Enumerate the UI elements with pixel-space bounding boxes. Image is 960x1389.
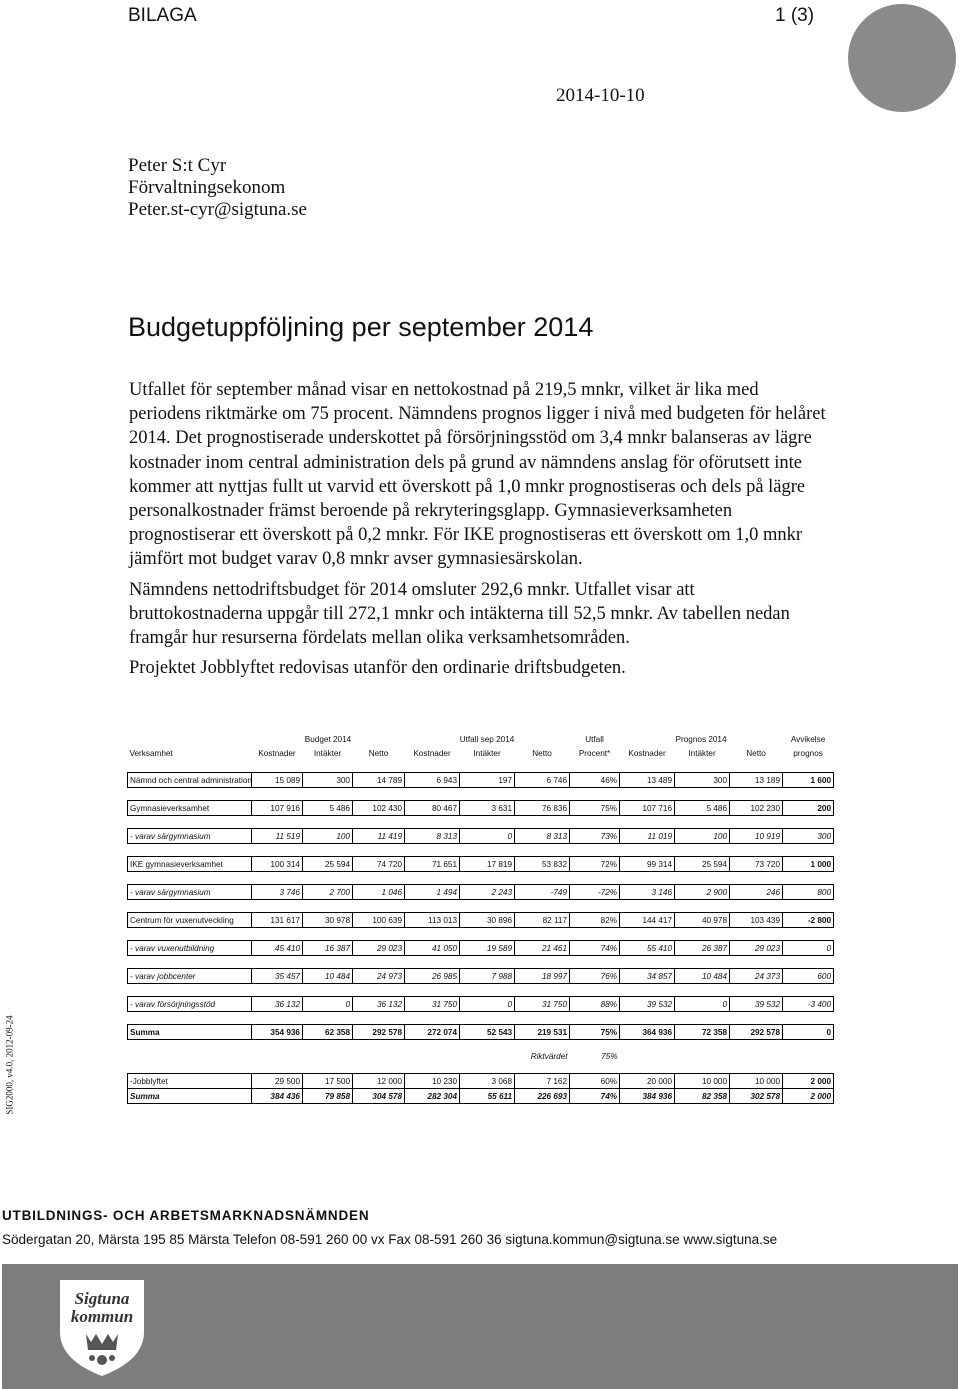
cell-value: 100: [303, 829, 353, 844]
cell-value: 8 313: [515, 829, 570, 844]
cell-value: 103 439: [730, 913, 783, 928]
cell-value: -72%: [570, 885, 620, 900]
cell-value: 10 000: [730, 1074, 783, 1089]
cell-value: 10 000: [675, 1074, 730, 1089]
group-utfall-procent: Utfall: [585, 735, 604, 744]
cell-value: 7 988: [460, 969, 515, 984]
row-label: - varav särgymnasium: [128, 829, 252, 844]
cell-value: 800: [783, 885, 834, 900]
cell-value: 41 050: [405, 941, 460, 956]
cell-value: 82 358: [675, 1089, 730, 1104]
cell-value: 107 916: [252, 801, 303, 816]
cell-value: 73 720: [730, 857, 783, 872]
cell-value: 82%: [570, 913, 620, 928]
cell-value: 75%: [570, 1025, 620, 1040]
cell-value: 36 132: [353, 997, 405, 1012]
cell-value: 300: [675, 773, 730, 788]
cell-value: 12 000: [353, 1074, 405, 1089]
cell-value: 0: [303, 997, 353, 1012]
group-avvikelse: Avvikelse: [790, 735, 826, 744]
cell-value: 292 578: [353, 1025, 405, 1040]
body-paragraph-1: Utfallet för september månad visar en nettokostnad på 219,5 mnkr, vilket är lika med periodens riktmärke om 75 procent. Nämndens prognos ligger i nivå med budgeten för helåret 2014. Det prognostiserade underskottet på försörjningsstöd om 3,4 mnkr balanseras av lägre kostnader inom central administration dels på grund av nämndens anslag för oförutsett inte kommer att nyttjas fullt ut varvid ett överskott på 1,0 mnkr prognostiseras och dels på lägre personalkostnader främst beroende på rekryteringsglapp. Gymnasieverksamheten prognostiserar ett överskott på 0,2 mnkr. För IKE prognostiseras ett överskott om 1,0 mnkr jämfört mot budget varav 0,8 mnkr avser gymnasiesärskolan.: [129, 380, 826, 570]
cell-value: 2 700: [303, 885, 353, 900]
cell-value: 74 720: [353, 857, 405, 872]
cell-value: 300: [783, 829, 834, 844]
cell-value: 100 639: [353, 913, 405, 928]
cell-value: 131 617: [252, 913, 303, 928]
logo-line1: Sigtuna: [74, 1289, 130, 1308]
contact-email[interactable]: Peter.st-cyr@sigtuna.se: [128, 199, 307, 220]
cell-value: 74%: [570, 941, 620, 956]
cell-value: 219 531: [515, 1025, 570, 1040]
row-label: Summa: [128, 1089, 252, 1104]
col-verksamhet: Verksamhet: [129, 748, 173, 758]
cell-value: 1 600: [783, 773, 834, 788]
footer-organisation: UTBILDNINGS- OCH ARBETSMARKNADSNÄMNDEN: [2, 1208, 370, 1223]
table-row: [128, 801, 834, 816]
cell-value: -749: [515, 885, 570, 900]
cell-value: 107 716: [620, 801, 675, 816]
logo-line2: kommun: [70, 1307, 134, 1326]
cell-value: 10 484: [675, 969, 730, 984]
decorative-circle: [848, 4, 956, 112]
cell-value: 99 314: [620, 857, 675, 872]
cell-value: 30 896: [460, 913, 515, 928]
table-row: [128, 773, 834, 788]
cell-value: 26 387: [675, 941, 730, 956]
col-header: Netto: [532, 748, 552, 758]
cell-value: 16 387: [303, 941, 353, 956]
table-row: [128, 829, 834, 844]
footer-address: Södergatan 20, Märsta 195 85 Märsta Telefon 08-591 260 00 vx Fax 08-591 260 36 sigtuna.kommun@sigtuna.se www.sigtuna.se: [2, 1232, 778, 1247]
col-header: Intäkter: [688, 748, 716, 758]
cell-value: 30 978: [303, 913, 353, 928]
cell-value: 10 484: [303, 969, 353, 984]
cell-value: 6 943: [405, 773, 460, 788]
cell-value: 197: [460, 773, 515, 788]
cell-value: 31 750: [405, 997, 460, 1012]
page-title: Budgetuppföljning per september 2014: [128, 312, 594, 342]
cell-value: 384 436: [252, 1089, 303, 1104]
group-budget: Budget 2014: [304, 735, 352, 744]
col-header: Netto: [368, 748, 389, 758]
cell-value: 24 973: [353, 969, 405, 984]
row-label: - varav särgymnasium: [128, 885, 252, 900]
cell-value: 364 936: [620, 1025, 675, 1040]
cell-value: 11 019: [620, 829, 675, 844]
cell-value: 14 789: [353, 773, 405, 788]
table-row: [128, 857, 834, 872]
cell-value: 102 430: [353, 801, 405, 816]
cell-value: 25 594: [303, 857, 353, 872]
table-row: [128, 913, 834, 928]
riktvarde-row: [128, 1052, 834, 1061]
cell-value: 40 978: [675, 913, 730, 928]
document-date: 2014-10-10: [556, 85, 645, 106]
cell-value: 21 461: [515, 941, 570, 956]
cell-value: 72%: [570, 857, 620, 872]
cell-value: 2 000: [783, 1074, 834, 1089]
cell-value: 2 243: [460, 885, 515, 900]
cell-value: 17 500: [303, 1074, 353, 1089]
cell-value: 10 230: [405, 1074, 460, 1089]
cell-value: 2 900: [675, 885, 730, 900]
cell-value: 0: [675, 997, 730, 1012]
riktvarde-value: 75%: [601, 1052, 618, 1061]
cell-value: 62 358: [303, 1025, 353, 1040]
cell-value: 0: [783, 1025, 834, 1040]
row-label: - varav försörjningsstöd: [128, 997, 252, 1012]
cell-value: 60%: [570, 1074, 620, 1089]
cell-value: 1 494: [405, 885, 460, 900]
cell-value: 226 693: [515, 1089, 570, 1104]
col-header: Kostnader: [628, 748, 666, 758]
cell-value: 7 162: [515, 1074, 570, 1089]
row-label: Centrum för vuxenutveckling: [128, 913, 252, 928]
template-version: SIG2000, v4.0, 2012-09-24: [4, 1015, 15, 1115]
cell-value: 272 074: [405, 1025, 460, 1040]
summa-total-row: [128, 1089, 834, 1104]
group-utfall: Utfall sep 2014: [459, 735, 515, 744]
table-column-header: [128, 746, 834, 760]
row-label: IKE gymnasieverksamhet: [128, 857, 252, 872]
cell-value: 292 578: [730, 1025, 783, 1040]
cell-value: 0: [783, 941, 834, 956]
cell-value: 0: [460, 997, 515, 1012]
cell-value: 15 089: [252, 773, 303, 788]
col-header: Intäkter: [473, 748, 501, 758]
cell-value: 3 746: [252, 885, 303, 900]
row-label: Gymnasieverksamhet: [128, 801, 252, 816]
row-label: - varav vuxenutbildning: [128, 941, 252, 956]
sigtuna-logo: [56, 1274, 148, 1378]
row-label: - varav jobbcenter: [128, 969, 252, 984]
body-paragraph-3: Projektet Jobblyftet redovisas utanför den ordinarie driftsbudgeten.: [129, 658, 626, 679]
cell-value: 76%: [570, 969, 620, 984]
cell-value: 35 457: [252, 969, 303, 984]
cell-value: 3 068: [460, 1074, 515, 1089]
cell-value: 36 132: [252, 997, 303, 1012]
cell-value: -2 800: [783, 913, 834, 928]
cell-value: 46%: [570, 773, 620, 788]
cell-value: 39 532: [620, 997, 675, 1012]
row-label: -Jobblyftet: [128, 1074, 252, 1089]
contact-role: Förvaltningsekonom: [128, 177, 286, 198]
body-text: [129, 378, 829, 680]
cell-value: 0: [460, 829, 515, 844]
cell-value: 384 936: [620, 1089, 675, 1104]
cell-value: 11 519: [252, 829, 303, 844]
cell-value: 71 651: [405, 857, 460, 872]
row-label: Summa: [128, 1025, 252, 1040]
jobblyftet-row: [128, 1074, 834, 1089]
cell-value: 13 189: [730, 773, 783, 788]
cell-value: 144 417: [620, 913, 675, 928]
budget-table: [127, 733, 834, 1104]
table-group-header: [128, 733, 834, 746]
cell-value: 2 000: [783, 1089, 834, 1104]
cell-value: 25 594: [675, 857, 730, 872]
document-label: BILAGA: [128, 5, 197, 26]
cell-value: -3 400: [783, 997, 834, 1012]
cell-value: 11 419: [353, 829, 405, 844]
cell-value: 31 750: [515, 997, 570, 1012]
cell-value: 45 410: [252, 941, 303, 956]
contact-name: Peter S:t Cyr: [128, 155, 227, 176]
cell-value: 73%: [570, 829, 620, 844]
col-header: Intäkter: [313, 748, 342, 758]
col-header: prognos: [793, 748, 823, 758]
cell-value: 102 230: [730, 801, 783, 816]
cell-value: 75%: [570, 801, 620, 816]
cell-value: 79 858: [303, 1089, 353, 1104]
body-paragraph-2: Nämndens nettodriftsbudget för 2014 omsluter 292,6 mnkr. Utfallet visar att bruttokostnaderna uppgår till 272,1 mnkr och intäkterna till 52,5 mnkr. Av tabellen nedan framgår hur resurserna fördelats mellan olika verksamhetsområden.: [129, 579, 790, 649]
cell-value: 600: [783, 969, 834, 984]
cell-value: 53 832: [515, 857, 570, 872]
table-row: [128, 969, 834, 984]
cell-value: 3 631: [460, 801, 515, 816]
cell-value: 300: [303, 773, 353, 788]
cell-value: 113 013: [405, 913, 460, 928]
group-prognos: Prognos 2014: [675, 735, 727, 744]
cell-value: 55 410: [620, 941, 675, 956]
cell-value: 34 857: [620, 969, 675, 984]
cell-value: 17 819: [460, 857, 515, 872]
cell-value: 302 578: [730, 1089, 783, 1104]
cell-value: 3 146: [620, 885, 675, 900]
cell-value: 5 486: [675, 801, 730, 816]
cell-value: 5 486: [303, 801, 353, 816]
cell-value: 1 046: [353, 885, 405, 900]
cell-value: 55 611: [460, 1089, 515, 1104]
cell-value: 200: [783, 801, 834, 816]
cell-value: 29 023: [353, 941, 405, 956]
cell-value: 76 836: [515, 801, 570, 816]
cell-value: 246: [730, 885, 783, 900]
cell-value: 72 358: [675, 1025, 730, 1040]
col-header: Kostnader: [258, 748, 296, 758]
cell-value: 18 997: [515, 969, 570, 984]
col-header: Netto: [746, 748, 766, 758]
cell-value: 6 746: [515, 773, 570, 788]
cell-value: 100 314: [252, 857, 303, 872]
cell-value: 354 936: [252, 1025, 303, 1040]
cell-value: 74%: [570, 1089, 620, 1104]
col-header: Kostnader: [413, 748, 451, 758]
row-label: Nämnd och central administration: [128, 773, 252, 788]
cell-value: 24 373: [730, 969, 783, 984]
cell-value: 52 543: [460, 1025, 515, 1040]
cell-value: 8 313: [405, 829, 460, 844]
cell-value: 13 489: [620, 773, 675, 788]
logo-shield-icon: [56, 1274, 148, 1378]
cell-value: 26 985: [405, 969, 460, 984]
cell-value: 29 023: [730, 941, 783, 956]
cell-value: 82 117: [515, 913, 570, 928]
cell-value: 20 000: [620, 1074, 675, 1089]
cell-value: 39 532: [730, 997, 783, 1012]
cell-value: 88%: [570, 997, 620, 1012]
summa-row: [128, 1025, 834, 1040]
cell-value: 1 000: [783, 857, 834, 872]
table-row: [128, 885, 834, 900]
cell-value: 100: [675, 829, 730, 844]
cell-value: 80 467: [405, 801, 460, 816]
cell-value: 29 500: [252, 1074, 303, 1089]
cell-value: 10 919: [730, 829, 783, 844]
table-row: [128, 941, 834, 956]
riktvarde-label: Riktvärdet: [530, 1052, 568, 1061]
cell-value: 304 578: [353, 1089, 405, 1104]
contact-block: [128, 155, 307, 221]
page-number: 1 (3): [775, 5, 815, 26]
col-header: Procent*: [578, 748, 611, 758]
cell-value: 19 589: [460, 941, 515, 956]
cell-value: 282 304: [405, 1089, 460, 1104]
table-row: [128, 997, 834, 1012]
